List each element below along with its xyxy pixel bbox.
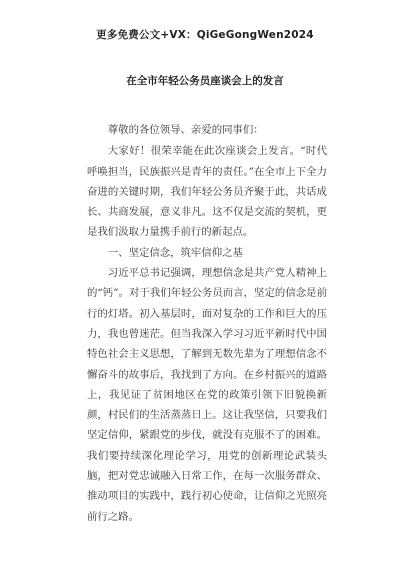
section-heading: 一、坚定信念，筑牢信仰之基 xyxy=(107,246,243,259)
salutation-paragraph: 尊敬的各位领导、亲爱的同事们： xyxy=(107,124,264,136)
header-note: 更多免费公文+VX：QiGeGongWen2024 xyxy=(96,29,314,41)
document-body xyxy=(87,120,327,527)
opening-paragraph: 大家好！很荣幸能在此次座谈会上发言。“时代呼唤担当，民族振兴是青年的责任。”在全市上下全力奋进的关键时期，我们年轻公务员齐聚于此，共话成长、共商发展，意义非凡。这不仅是交流的契机，更是我们汲取力量携手前行的新起点。 xyxy=(87,145,327,239)
section-paragraph: 习近平总书记强调，理想信念是共产党人精神上的“钙”。对于我们年轻公务员而言，坚定的信念是前行的灯塔。初入基层时，面对复杂的工作和巨大的压力，我也曾迷茫。但当我深入学习习近平新时代中国特色社会主义思想，了解到无数先辈为了理想信念不懈奋斗的故事后，我找到了方向。在乡村振兴的道路上，我见证了贫困地区在党的政策引领下旧貌换新颜，村民们的生活蒸蒸日上。这让我坚信，只要我们坚定信仰，紧跟党的步伐，就没有克服不了的困难。我们要持续深化理论学习，用党的创新理论武装头脑，把对党忠诚融入日常工作，在每一次服务群众、推动项目的实践中，践行初心使命，让信仰之光照亮前行之路。 xyxy=(87,267,327,523)
document-title: 在全市年轻公务员座谈会上的发言 xyxy=(126,75,284,87)
